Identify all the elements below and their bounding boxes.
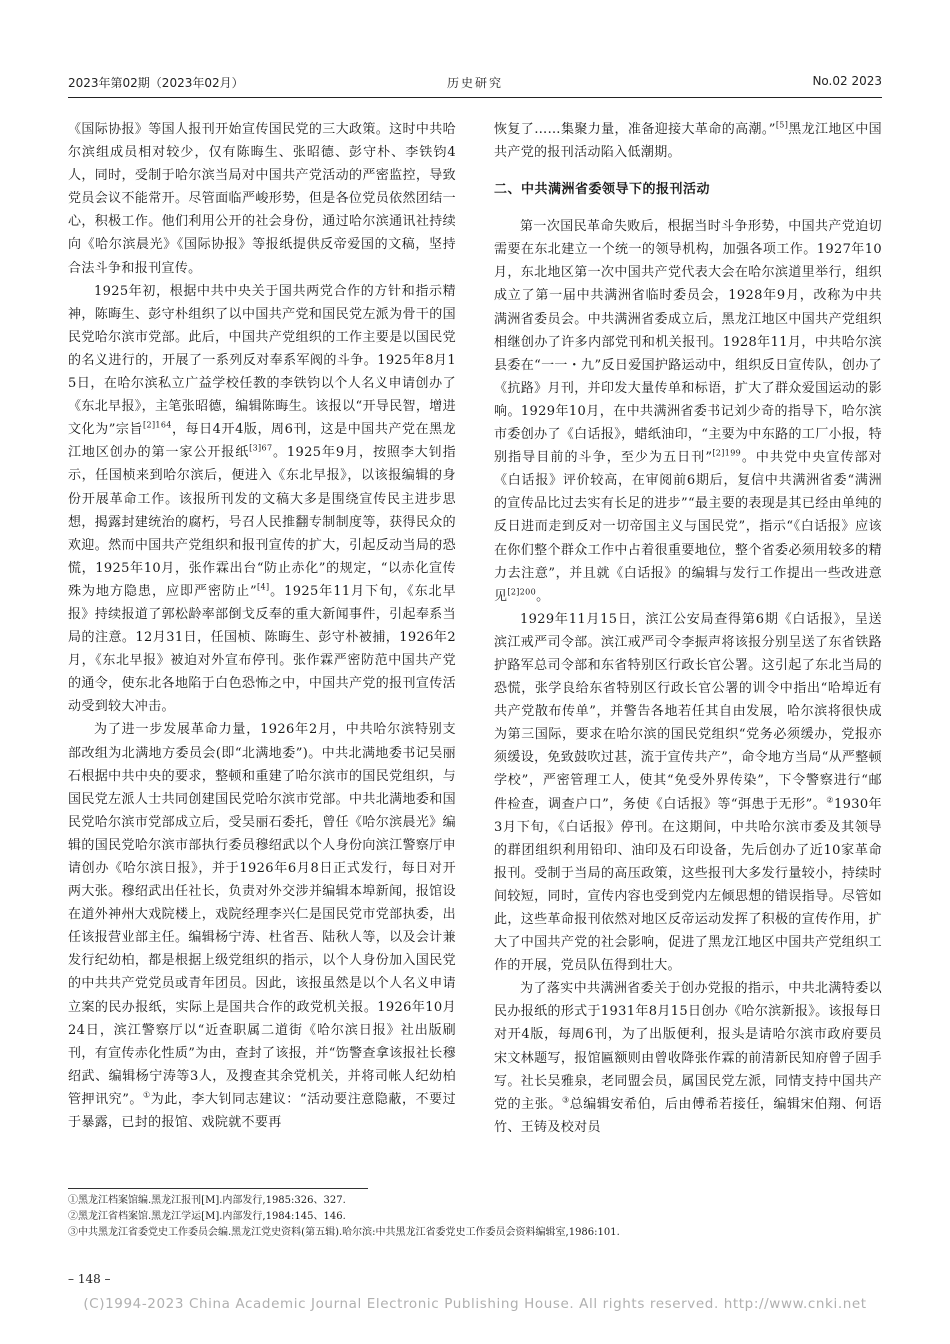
text: 第一次国民革命失败后，根据当时斗争形势，中国共产党迫切需要在东北建立一个统一的领导机构，加强各项工作。1927年10月，东北地区第一次中国共产党代表大会在哈尔滨道里举行，组织成立了第一届中共满洲省临时委员会，1928年9月，改称为中共满洲省委员会。中共满洲省委成立后，黑龙江地区中国共产党组织相继创办了许多内部党刊和机关报刊。1928年11月，中共哈尔滨县委在“一一・九”反日爱国护路运动中，组织反日宣传队，创办了《抗路》月刊，并印发大量传单和标语，扩大了群众爱国运动的影响。1929年10月，在中共满洲省委书记刘少奇的指导下，哈尔滨市委创办了《白话报》，蜡纸油印，“主要为中东路的工厂小报，特别指导目前的斗争，至少为五日刊” (494, 219, 882, 466)
paragraph (68, 718, 456, 1134)
journal-section: 历史研究 (446, 76, 503, 90)
text: 为了进一步发展革命力量，1926年2月，中共哈尔滨特别支部改组为北满地方委员会(即“北满地委”)。中共北满地委书记吴丽石根据中共中央的要求，整顿和重建了哈尔滨市的国民党组织，与国民党左派人士共同创建国民党哈尔滨市党部。中共北满地委和国民党哈尔滨市党部成立后，受吴丽石委托，曾任《哈尔滨晨光》编辑的国民党哈尔滨市部执行委员穆绍武以个人身份向滨江警察厅申请创办《哈尔滨日报》，并于1926年6月8日正式发行，每日对开两大张。穆绍武出任社长，负责对外交涉并编辑本埠新闻，报馆设在道外神州大戏院楼上，戏院经理李兴仁是国民党市党部执委，出任该报营业部主任。编辑杨宁涛、杜省吾、陆秋人等，以及会计兼发行纪幼柏，都是根据上级党组织的指示，以个人身份加入国民党的中共共产党党员或青年团员。因此，该报虽然是以个人名义申请立案的民办报纸，实际上是国共合作的政党机关报。1926年10月24日，滨江警察厅以“近查职属二道街《哈尔滨日报》社出版刷刊，有宣传赤化性质”为由，查封了该报，并“饬警查拿该报社长穆绍武、编辑杨宁涛等3人，及搜查其余党机关，并将司帐人纪幼柏管押讯究”。 (68, 722, 456, 1107)
citation: [2]200 (507, 587, 537, 597)
citation: [3]67 (249, 443, 273, 453)
copyright-notice: (C)1994-2023 China Academic Journal Electronic Publishing House. All rights reserved. http://www.cnki.net (83, 1296, 867, 1312)
text: 1930年3月下旬，《白话报》停刊。在这期间，中共哈尔滨市委及其领导的群团组织利用铅印、油印及石印设备，先后创办了近10家革命报刊。受制于当局的高压政策，这些报刊大多发行量较小，持续时间较短，同时，宣传内容也受到党内左倾思想的错误指导。尽管如此，这些革命报刊依然对地区反帝运动发挥了积极的宣传作用，扩大了中国共产党的社会影响，促进了黑龙江地区中国共产党组织工作的开展，党员队伍得到壮大。 (494, 796, 882, 974)
citation: [5] (775, 120, 789, 130)
paragraph (68, 118, 456, 280)
journal-issue: 2023年第02期（2023年02月） (68, 76, 244, 90)
citation: [2]164 (143, 420, 172, 430)
text: 。1925年11月下旬，《东北早报》持续报道了郭松龄率部倒戈反奉的重大新闻事件，引起奉系当局的注意。12月31日，任国桢、陈晦生、彭守朴被捕，1926年2月，《东北早报》被迫对外宣布停刊。张作霖严密防范中国共产党的通令，使东北各地陷于白色恐怖之中，中国共产党的报刊宣传活动受到较大冲击。 (68, 583, 457, 715)
paragraph (494, 608, 882, 978)
paragraph (494, 977, 882, 1139)
footnote: ①黑龙江档案馆编.黑龙江报刊[M].内部发行,1985:326、327. (68, 1195, 346, 1206)
footnote-divider (68, 1188, 368, 1189)
paragraph (494, 118, 882, 164)
text: 1925年初，根据中共中央关于国共两党合作的方针和指示精神，陈晦生、彭守朴组织了以中国共产党和国民党左派为骨干的国民党哈尔滨市党部。此后，中国共产党组织的工作主要是以国民党的名义进行的，开展了一系列反对奉系军阀的斗争。1925年8月15日，在哈尔滨私立广益学校任教的李铁钧以个人名义申请创办了《东北早报》，主笔张昭德，编辑陈晦生。该报以“开导民智，增进文化为”宗旨 (68, 283, 456, 438)
text: 。中共党中央宣传部对《白话报》评价较高，在审阅前6期后，复信中共满洲省委“满洲的宣传品比过去实有长足的进步”“最主要的表现是其已经由单纯的反日进而走到反对一切帝国主义与国民党”，指示“《白话报》应该在你们整个群众工作中占着很重要地位，整个省委必须用较多的精力去注意”，并且就《白话报》的编辑与发行工作提出一些改进意见 (494, 450, 882, 604)
citation: [2]199 (712, 448, 742, 458)
right-column (494, 118, 882, 1139)
page-number: – 148 – (68, 1272, 111, 1286)
text: 黑龙江地区中国共产党的报刊活动陷入低潮期。 (494, 122, 882, 161)
left-column (68, 118, 456, 1134)
text: 1929年11月15日，滨江公安局查得第6期《白话报》，呈送滨江戒严司令部。滨江戒严司令李振声将该报分别呈送了东省铁路护路军总司令部和东省特别区行政长官公署。这引起了东北当局的恐慌，张学良给东省特别区行政长官公署的训令中指出“哈埠近有共产党散布传单”，并警告各地若任其自由发展，哈尔滨将很快成为第三国际，要求在哈尔滨的国民党组织“党务必须缓办，党报亦须缓设，免致鼓吹过甚，流于宣传共产”，命令地方当局“从严整顿学校”，严密管理工人，使其“免受外界传染”，下令警察进行“邮件检查，调查户口”，务使《白话报》等“弭患于无形”。 (494, 611, 882, 812)
citation: [4] (257, 582, 270, 592)
footnote-marker: ① (143, 1090, 151, 1100)
issue-number: No.02 2023 (812, 74, 882, 88)
paragraph (494, 215, 882, 608)
text: 恢复了……集聚力量，准备迎接大革命的高潮。” (494, 122, 776, 137)
footnote-marker: ② (826, 795, 834, 805)
paragraph (68, 280, 456, 719)
text: ，每日4开4版，周6刊，这是中国共产党在黑龙江地区创办的第一家公开报纸 (68, 422, 457, 461)
text: 。1925年9月，按照李大钊指示，任国桢来到哈尔滨后，便进入《东北早报》，以该报编辑的身份开展革命工作。该报所刊发的文稿大多是围绕宣传民主进步思想，揭露封建统治的腐朽，号召人民推翻专制制度等，获得民众的欢迎。然而中国共产党组织和报刊宣传的扩大，引起反动当局的恐慌，1925年10月，张作霖出台“防止赤化”的规定，“以赤化宣传殊为地方隐患，应即严密防止” (68, 445, 456, 599)
footnote: ③中共黑龙江省委党史工作委员会编.黑龙江党史资料(第五辑).哈尔滨:中共黑龙江省委党史工作委员会资料编辑室,1986:101. (68, 1227, 620, 1238)
header-divider (68, 97, 882, 98)
running-header (68, 74, 882, 96)
text: 《国际协报》等国人报刊开始宣传国民党的三大政策。这时中共哈尔滨组成员相对较少，仅有陈晦生、张昭德、彭守朴、李铁钧4人，同时，受制于哈尔滨当局对中国共产党活动的严密监控，导致党员会议不能常开。尽管面临严峻形势，但是各位党员依然团结一心，积极工作。他们利用公开的社会身份，通过哈尔滨通讯社持续向《哈尔滨晨光》《国际协报》等报纸提供反帝爱国的文稿，坚持合法斗争和报刊宣传。 (68, 122, 456, 276)
text: 为了落实中共满洲省委关于创办党报的指示，中共北满特委以民办报纸的形式于1931年8月15日创办《哈尔滨新报》。该报每日对开4版，每周6刊，为了出版便利，报头是请哈尔滨市政府要员宋文林题写，报馆匾额则由曾收降张作霖的前清新民知府曾子固手写。社长吴雅泉，老同盟会员，属国民党左派，同情支持中国共产党的主张。 (494, 981, 882, 1112)
text: 。 (536, 588, 550, 604)
section-heading: 二、中共满洲省委领导下的报刊活动 (494, 182, 711, 198)
text: 为此，李大钊同志建议：“活动要注意隐蔽，不要过于暴露，已封的报馆、戏院就不要再 (68, 1091, 456, 1131)
footnote: ②黑龙江省档案馆.黑龙江学运[M].内部发行,1984:145、146. (68, 1211, 346, 1222)
text: 总编辑安希伯，后由傅希若接任，编辑宋伯翔、何语竹、王铸及校对员 (494, 1096, 882, 1135)
footnotes (68, 1193, 882, 1241)
footnote-marker: ③ (561, 1095, 570, 1105)
